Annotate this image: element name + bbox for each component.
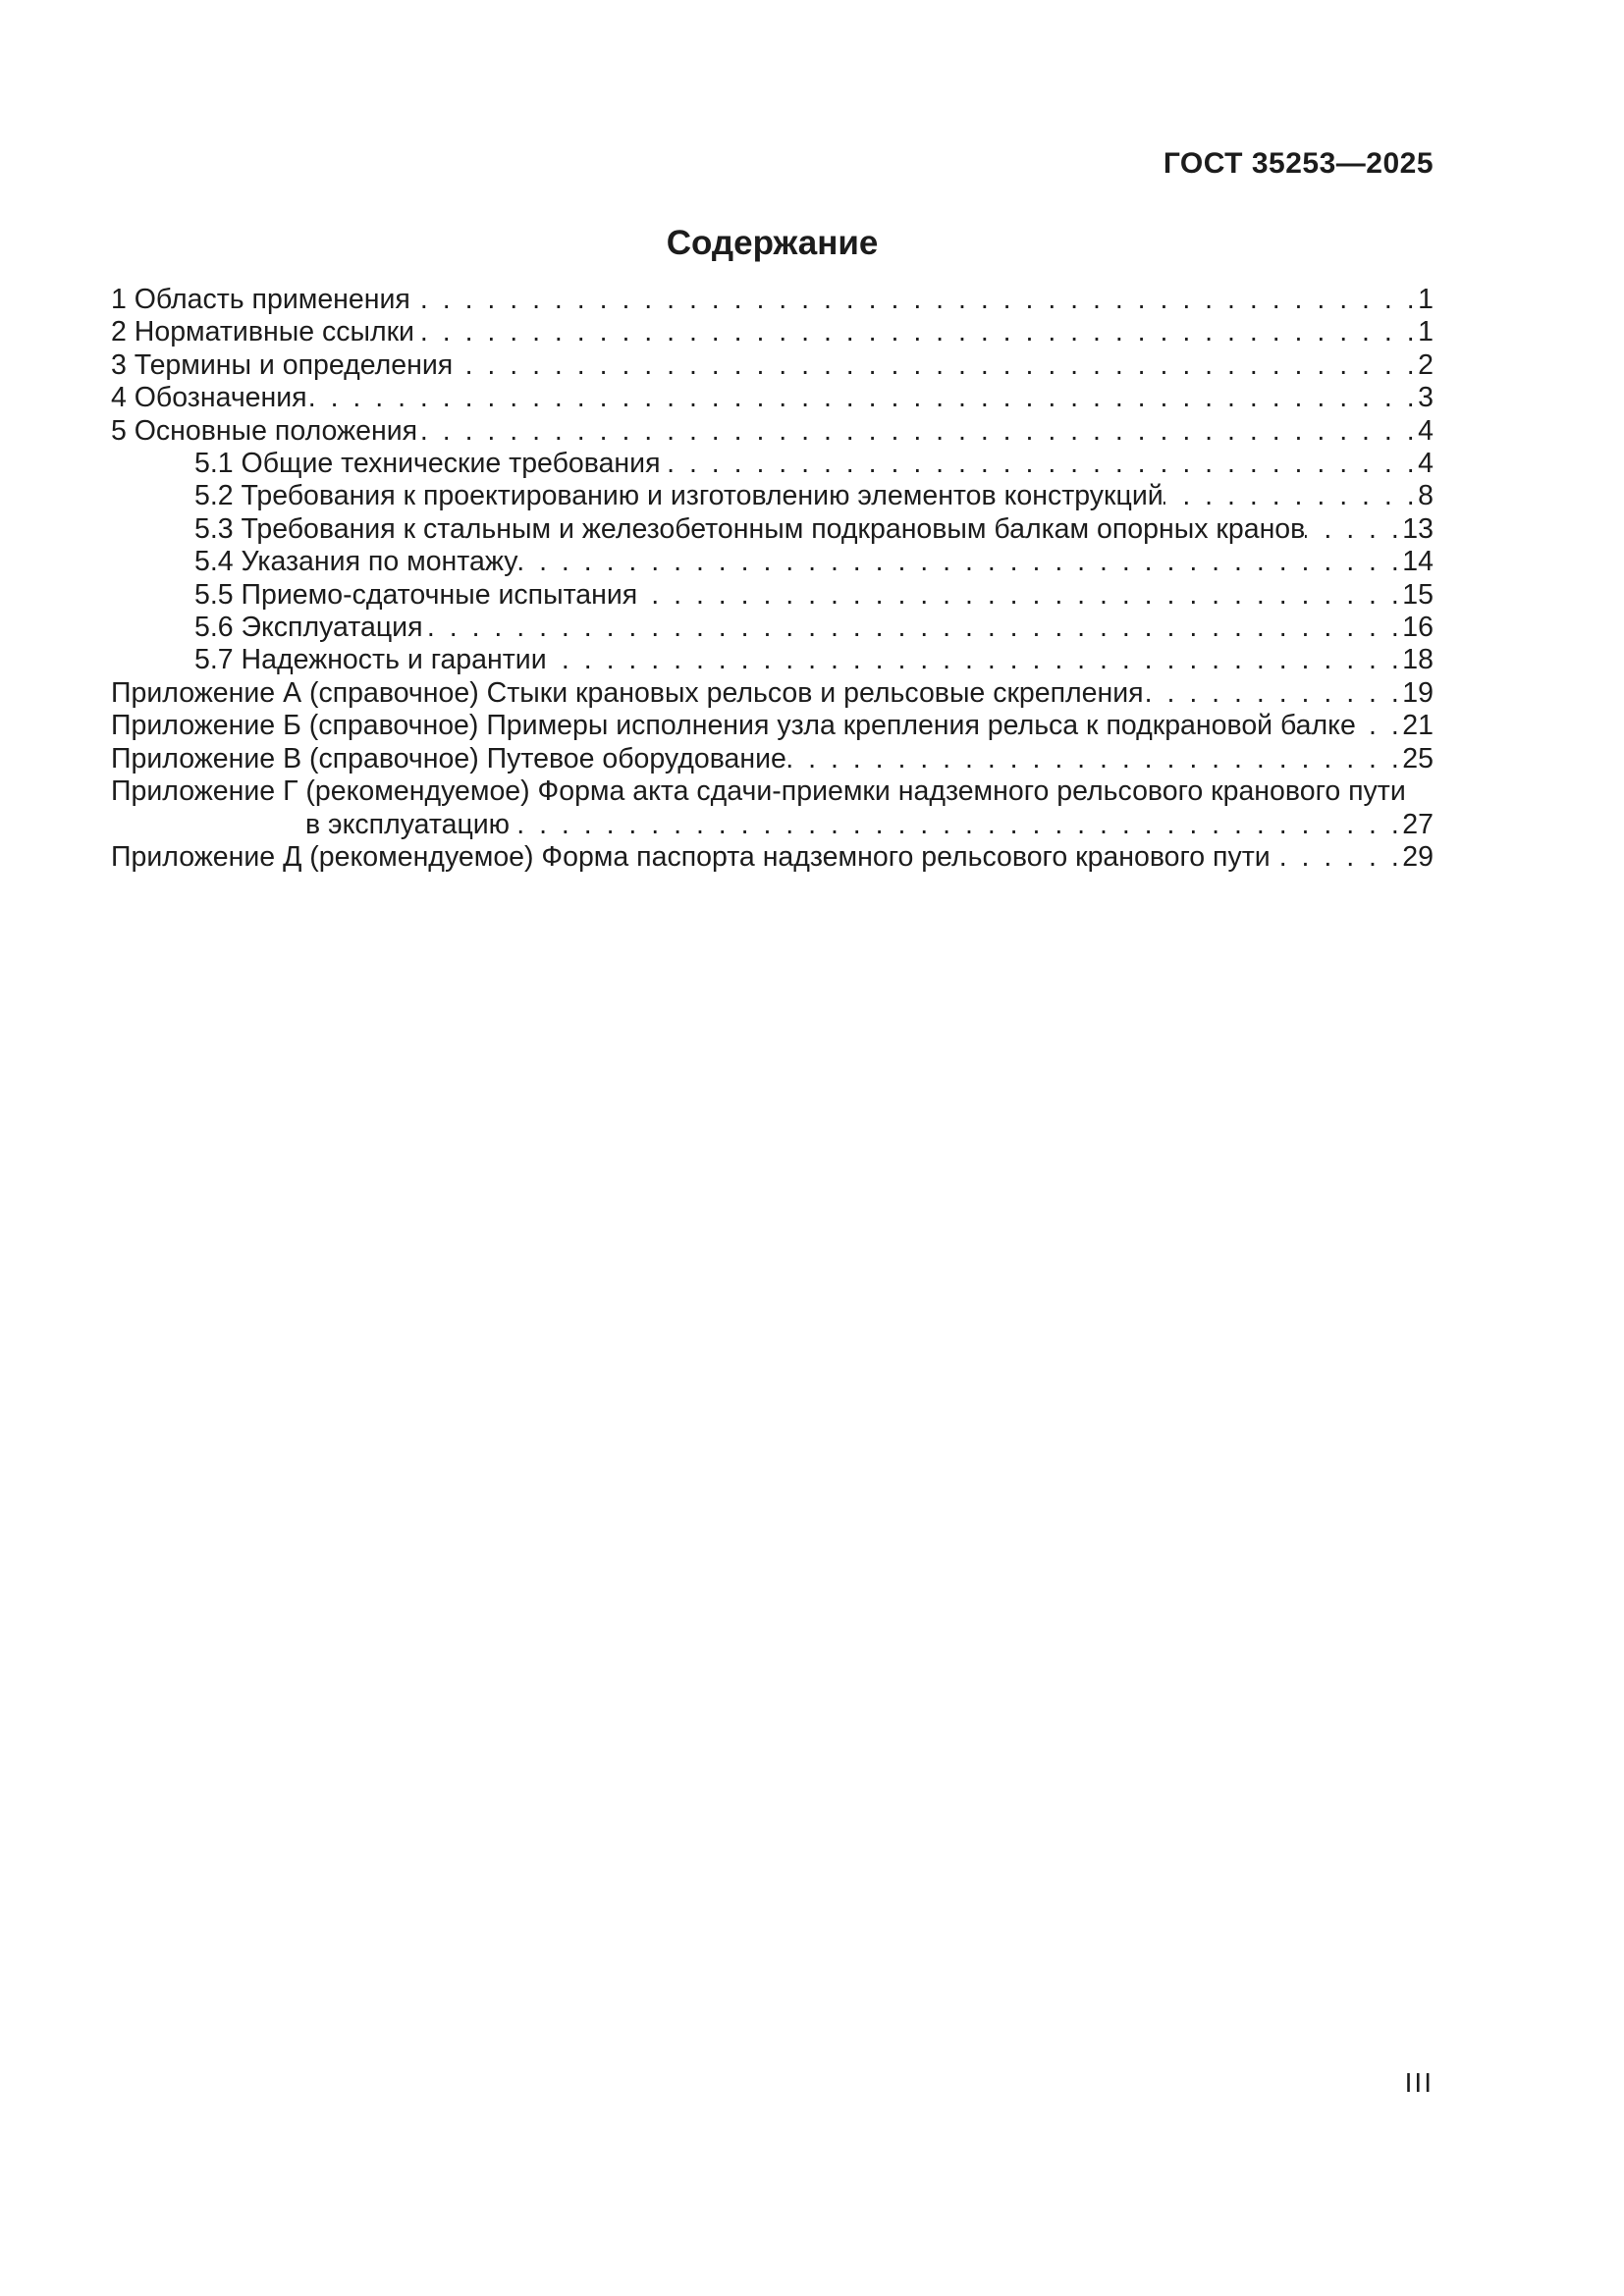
- page-footer: [111, 2067, 1434, 2099]
- toc-entry-page: 8: [1418, 480, 1434, 512]
- toc-entry: [111, 841, 1434, 874]
- toc-entry: [111, 415, 1434, 448]
- toc-dot-leader: [510, 809, 1402, 841]
- toc-entry-label: 5.6 Эксплуатация: [194, 612, 423, 644]
- toc-entry-page: 2: [1418, 348, 1434, 381]
- toc-entry-page: 27: [1402, 808, 1434, 840]
- toc-dot-leader: [547, 644, 1403, 676]
- toc-entry-label: 5 Основные положения: [111, 414, 418, 447]
- toc-entry-page: 21: [1402, 710, 1434, 742]
- toc-entry-label: 5.5 Приемо-сдаточные испытания: [194, 578, 638, 611]
- toc-entry: [111, 677, 1434, 710]
- toc-entry-label: в эксплуатацию: [305, 808, 511, 840]
- page-title: Содержание: [666, 224, 879, 262]
- toc-dot-leader: [423, 612, 1403, 644]
- toc-entry: [111, 579, 1434, 612]
- table-of-contents: [111, 284, 1434, 874]
- toc-entry: [111, 382, 1434, 414]
- toc-entry-label: 4 Обозначения: [111, 382, 307, 414]
- toc-entry: [111, 284, 1434, 316]
- toc-entry-page: 14: [1402, 546, 1434, 578]
- toc-entry: [111, 612, 1434, 644]
- toc-entry-label: 2 Нормативные ссылки: [111, 316, 414, 348]
- toc-entry-page: 13: [1402, 512, 1434, 545]
- toc-entry-page: 18: [1402, 644, 1434, 676]
- toc-entry-label: Приложение Г (рекомендуемое) Форма акта сдачи-приемки надземного рельсового кранового пути: [111, 775, 1406, 808]
- document-header: [111, 147, 1434, 181]
- toc-entry-label: Приложение Д (рекомендуемое) Форма паспорта надземного рельсового кранового пути: [111, 840, 1271, 873]
- toc-dot-leader: [661, 448, 1419, 480]
- toc-entry: [111, 349, 1434, 382]
- toc-entry-label: 5.1 Общие технические требования: [194, 448, 661, 480]
- toc-entry: [111, 513, 1434, 546]
- toc-dot-leader: [1356, 710, 1403, 742]
- toc-entry-page: 15: [1402, 578, 1434, 611]
- toc-entry-page: 16: [1402, 612, 1434, 644]
- toc-entry-label: Приложение А (справочное) Стыки крановых рельсов и рельсовые скрепления: [111, 676, 1144, 709]
- toc-entry: [111, 710, 1434, 742]
- page-number: III: [1404, 2067, 1434, 2098]
- toc-entry-page: 25: [1402, 742, 1434, 774]
- toc-dot-leader: [637, 579, 1402, 612]
- toc-entry: [111, 448, 1434, 480]
- toc-entry: [111, 316, 1434, 348]
- toc-dot-leader: [410, 284, 1418, 316]
- toc-entry-label: 5.4 Указания по монтажу: [194, 546, 518, 578]
- toc-dot-leader: [1305, 513, 1402, 546]
- toc-entry: [111, 546, 1434, 578]
- toc-dot-leader: [453, 349, 1418, 382]
- toc-entry-label: 5.2 Требования к проектированию и изготовлению элементов конструкций: [194, 480, 1164, 512]
- toc-entry-label: 5.3 Требования к стальным и железобетонным подкрановым балкам опорных кранов: [194, 512, 1306, 545]
- toc-entry-page: 1: [1418, 316, 1434, 348]
- toc-entry-label: 5.7 Надежность и гарантии: [194, 644, 547, 676]
- toc-dot-leader: [417, 415, 1418, 448]
- toc-entry-page: 1: [1418, 284, 1434, 315]
- toc-entry-label: Приложение Б (справочное) Примеры исполнения узла крепления рельса к подкрановой балке: [111, 710, 1356, 742]
- toc-dot-leader: [1271, 841, 1403, 874]
- toc-entry-label: Приложение В (справочное) Путевое оборудование: [111, 742, 786, 774]
- toc-dot-leader: [307, 382, 1419, 414]
- toc-dot-leader: [518, 546, 1403, 578]
- toc-entry-page: 4: [1418, 414, 1434, 447]
- toc-entry-page: 3: [1418, 382, 1434, 414]
- toc-dot-leader: [1164, 480, 1418, 512]
- standard-number: ГОСТ 35253—2025: [1163, 147, 1434, 180]
- toc-entry: [111, 743, 1434, 775]
- toc-entry: [111, 644, 1434, 676]
- toc-dot-leader: [1144, 677, 1403, 710]
- toc-dot-leader: [786, 743, 1402, 775]
- toc-entry: [111, 809, 1434, 841]
- toc-entry-page: 4: [1418, 448, 1434, 480]
- toc-entry: [111, 480, 1434, 512]
- toc-entry-label: 1 Область применения: [111, 284, 410, 315]
- toc-entry-page: 19: [1402, 676, 1434, 709]
- toc-entry: [111, 775, 1434, 808]
- toc-dot-leader: [414, 316, 1418, 348]
- toc-entry-label: 3 Термины и определения: [111, 348, 454, 381]
- toc-entry-page: 29: [1402, 840, 1434, 873]
